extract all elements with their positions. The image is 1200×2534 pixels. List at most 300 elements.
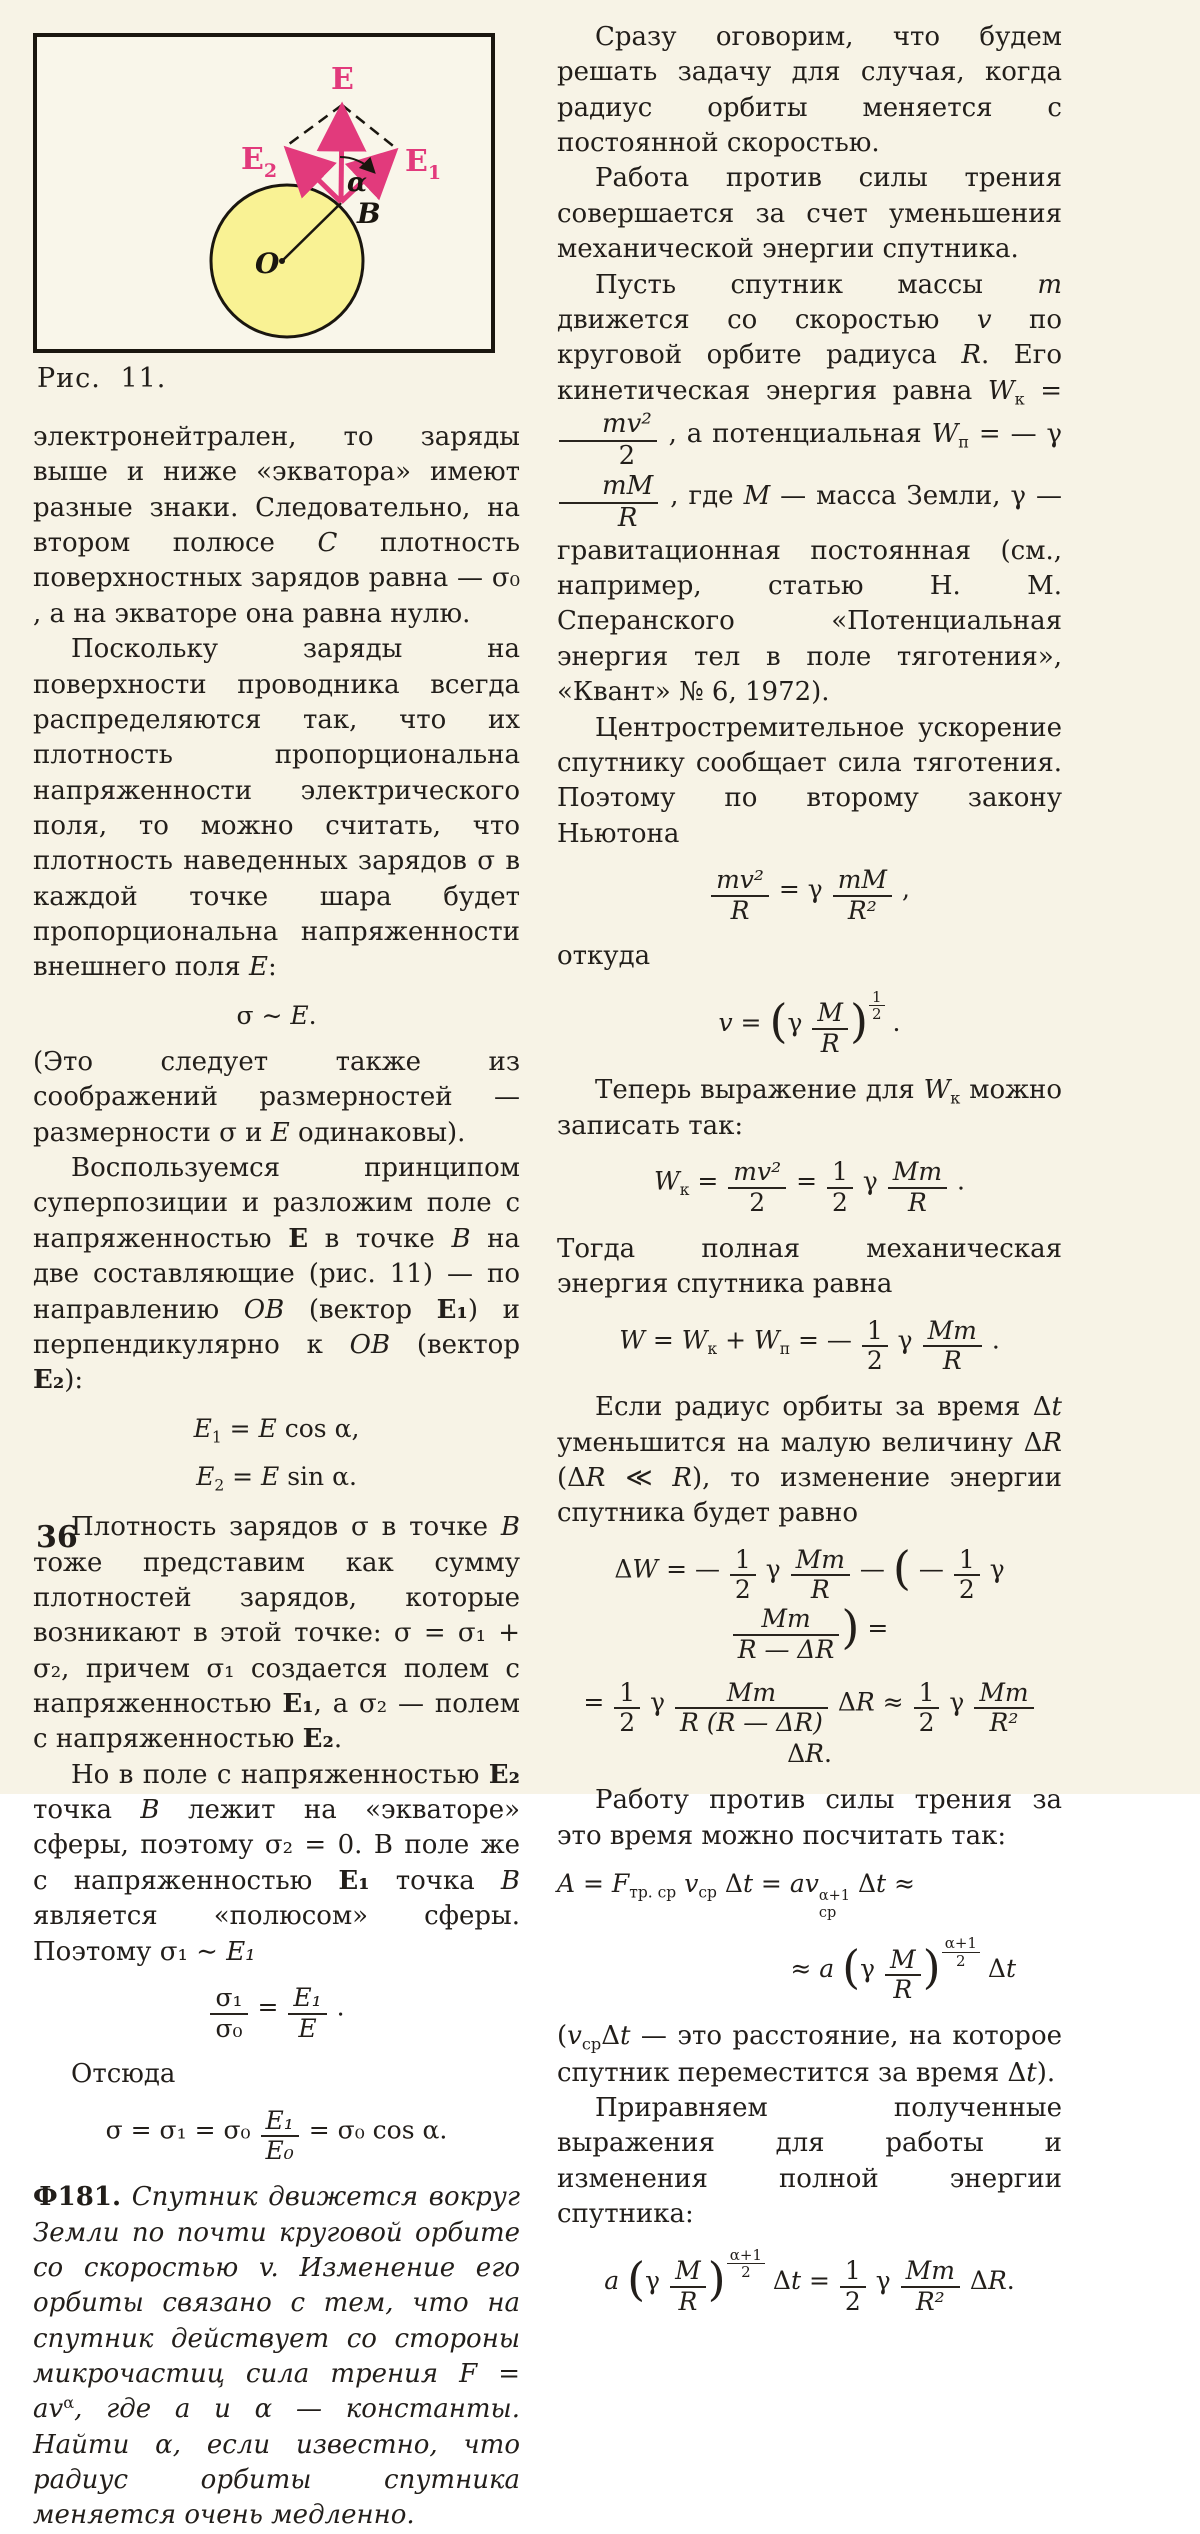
text-run: по круговой орбите радиуса (557, 304, 1063, 371)
italic-run: R (805, 1739, 824, 1769)
text-run: тоже представим как сумму плотностей зарядов, которые возникают в этой точке: σ = σ₁ + σ₂, причем σ₁ создается полем с напряженностью (33, 1547, 520, 1719)
text-run: : (267, 952, 277, 983)
text-run: Δ (829, 1687, 856, 1717)
italic-run: W (753, 1325, 780, 1355)
paragraph (33, 420, 520, 632)
formula (557, 2247, 1062, 2317)
fraction (840, 2257, 866, 2317)
italic-run: v (976, 304, 992, 335)
numerator: Mm (675, 1679, 828, 1710)
text-run: = γ (770, 874, 831, 904)
text-run: Теперь выражение для (595, 1074, 924, 1105)
italic-run: E (270, 1117, 290, 1148)
italic-run: B (500, 1512, 520, 1543)
bold-run: E₂ (488, 1759, 520, 1790)
formula (557, 866, 1062, 926)
text-run: = (575, 1869, 612, 1899)
fraction (862, 1317, 888, 1377)
formula (557, 989, 1062, 1059)
numerator: mv² (559, 410, 657, 442)
text-run: Пусть спутник массы (595, 269, 1038, 300)
denominator: 2 (734, 1575, 751, 1605)
italic-run: av (789, 1869, 819, 1899)
text-run: γ (645, 2265, 669, 2295)
paragraph (557, 161, 1062, 267)
italic-run: v (718, 1007, 733, 1037)
fraction (614, 1679, 640, 1739)
big-paren: ( (769, 994, 788, 1049)
label-alpha: α (347, 168, 368, 198)
fraction (730, 1546, 756, 1606)
bold-run: E₁ (282, 1688, 314, 1719)
fraction (954, 1546, 980, 1606)
text-run: является «полюсом» сферы. Поэтому σ₁ ∼ (33, 1901, 520, 1967)
subscript: к (1014, 389, 1025, 409)
denominator: R (617, 502, 638, 533)
numerator: Mm (733, 1605, 840, 1636)
text-run: Поскольку заряды на поверхности проводника всегда распределяются так, что их плотность пропорциональна напряженности электрического поля, то можно считать, что плотность наведенных зарядов σ в каждой точке шара будет пропорциональна напряженности внешнего поля (33, 634, 520, 983)
text-run: = (221, 1413, 259, 1443)
numerator: M (812, 999, 848, 1030)
text-run: ≈ (886, 1869, 915, 1899)
fraction (733, 1605, 840, 1665)
superscript: α (63, 2393, 75, 2413)
text-run: Δ (961, 2265, 988, 2295)
numerator: 1 (827, 1158, 853, 1189)
fraction (885, 1946, 921, 2006)
denominator: 2 (844, 2286, 861, 2316)
right-column (557, 20, 1062, 2330)
italic-run: t (742, 1869, 753, 1899)
paragraph (557, 1232, 1062, 1303)
text-run: sin α. (279, 1462, 357, 1492)
italic-run: m (1037, 269, 1062, 300)
text-run: — это расстояние, на которое спутник переместится за время Δ (557, 2021, 1062, 2088)
paragraph (33, 1758, 520, 1970)
text-run: σ = σ₁ = σ₀ (105, 2115, 259, 2145)
subscript: к (707, 1339, 718, 1358)
big-paren: ) (707, 2251, 726, 2306)
label-E: E (331, 62, 354, 97)
text-run: = (224, 1462, 262, 1492)
text-run: (вектор (284, 1294, 437, 1325)
denominator: 2 (956, 1951, 966, 1970)
subscript: ср (818, 1904, 837, 1921)
denominator: 2 (958, 1575, 975, 1605)
big-paren: ) (841, 1600, 860, 1655)
text-run: σ ∼ (236, 1000, 291, 1030)
text-run: . (308, 1000, 317, 1030)
denominator: R (820, 1028, 840, 1058)
italic-run: t (876, 1869, 887, 1899)
paragraph (557, 1390, 1062, 1531)
bold-run: E₂ (33, 1365, 65, 1396)
text-run: точка (33, 1795, 141, 1826)
italic-run: W (619, 1325, 645, 1355)
text-run: = (788, 1166, 825, 1196)
sup-fraction (942, 1935, 980, 1969)
denominator: R (893, 1975, 913, 2005)
fraction (923, 1317, 982, 1377)
numerator: Mm (974, 1679, 1033, 1710)
denominator: E₀ (265, 2136, 294, 2166)
italic-run: W (632, 1554, 659, 1584)
paragraph (557, 939, 1062, 974)
superscript: α+1 (818, 1888, 851, 1905)
text-run: в точке (308, 1223, 452, 1254)
fraction (914, 1679, 940, 1739)
italic-run: B (140, 1795, 160, 1826)
paragraph (33, 1045, 520, 1151)
italic-run: OB (349, 1329, 391, 1360)
text-run: ( (557, 2021, 568, 2052)
text-run: Воспользуемся принципом суперпозиции и разложим поле с напряженностью (33, 1153, 520, 1254)
paragraph (33, 2180, 520, 2534)
text-run: Тогда полная механическая энергия спутника равна (557, 1233, 1062, 1300)
dashed-parallelogram-left (285, 105, 342, 147)
paragraph (557, 2091, 1062, 2232)
text-run: = — (790, 1325, 860, 1355)
text-run: Работа против силы трения совершается за счет уменьшения механической энергии спутника. (557, 163, 1062, 265)
fraction (974, 1679, 1033, 1739)
italic-run: E (193, 1413, 212, 1443)
big-paren: ( (892, 1540, 911, 1595)
numerator: M (670, 2257, 706, 2288)
text-run: . Его кинетическая энергия равна (557, 340, 1062, 406)
fraction (288, 1984, 326, 2044)
fraction (791, 1546, 850, 1606)
italic-run: A (557, 1869, 576, 1899)
text-run: γ (854, 1166, 886, 1196)
formula (557, 1158, 1062, 1218)
italic-run: E (196, 1462, 215, 1492)
subscript: 1 (211, 1428, 222, 1447)
paragraph (557, 268, 1062, 711)
text-run: = (732, 1007, 770, 1037)
subscript: к (679, 1181, 690, 1200)
fraction (559, 410, 657, 472)
bold-run: E₂ (302, 1724, 334, 1755)
italic-run: M (743, 480, 771, 511)
label-E1: $E_1$ (405, 144, 442, 184)
subscript: п (958, 432, 970, 452)
text-run: — (851, 1554, 893, 1584)
subscript: ср (581, 2034, 602, 2054)
fraction (210, 1984, 247, 2044)
text-run: — масса Земли, γ — гравитационная постоянная (см., например, статью Н. М. Сперанского «Потенциальная энергия тел в поле тяготения», «Квант» № 6, 1972). (557, 480, 1062, 708)
numerator: 1 (614, 1679, 640, 1710)
text-run: . (949, 1166, 965, 1196)
text-run: = — γ (969, 418, 1062, 449)
text-run: Δ (716, 1869, 743, 1899)
fraction (833, 866, 892, 926)
text-run (676, 1869, 684, 1898)
numerator: mM (559, 472, 658, 504)
italic-run: R (672, 1462, 692, 1493)
denominator: 2 (741, 2263, 751, 2282)
text-run (834, 1954, 842, 1983)
bold-run: E₁ (436, 1294, 468, 1325)
numerator: 1 (869, 989, 885, 1007)
text-run: . (823, 1739, 832, 1769)
denominator: R² (847, 895, 877, 925)
text-run: ), то изменение энергии спутника будет равно (557, 1462, 1062, 1529)
text-run: = (249, 1992, 287, 2022)
sup-fraction (869, 989, 885, 1023)
text-run: . (1006, 2265, 1015, 2295)
text-run: ≪ (605, 1462, 673, 1493)
text-run: = (859, 1613, 889, 1643)
fraction (901, 2257, 960, 2317)
vector-E (341, 109, 342, 202)
text-run: (Это следует также из соображений размерностей — размерности σ и (33, 1047, 520, 1148)
big-paren: ) (922, 1940, 941, 1995)
text-run: откуда (557, 941, 651, 972)
paragraph (557, 711, 1062, 852)
text-run: уменьшится на малую величину Δ (557, 1427, 1043, 1458)
denominator: σ₀ (215, 2013, 243, 2043)
italic-run: E (248, 952, 268, 983)
denominator: R² (989, 1708, 1019, 1738)
text-run: + (717, 1325, 754, 1355)
text-run: Δ (787, 1739, 806, 1769)
denominator: R (907, 1188, 927, 1218)
denominator: R — ΔR (737, 1634, 835, 1664)
text-run: Работу против силы трения за это время можно посчитать так: (557, 1785, 1062, 1851)
text-run: = (801, 2265, 838, 2295)
italic-run: Спутник движется вокруг Земли по почти круговой орбите со скоростью v. Изменение его орбиты связано с тем, что на спутник действует со стороны микрочастиц сила трения F = av (33, 2182, 520, 2425)
numerator: 1 (954, 1546, 980, 1577)
text-run: . (983, 1325, 1000, 1355)
italic-run: E₁ (226, 1936, 256, 1967)
paragraph (557, 20, 1062, 161)
text-run: . (328, 1992, 345, 2022)
paragraph (33, 1151, 520, 1399)
big-paren: ( (627, 2251, 646, 2306)
text-run: Отсюда (71, 2059, 176, 2090)
text-run (619, 2265, 627, 2294)
text-run: Если радиус орбиты за время Δ (595, 1392, 1052, 1423)
label-O: O (255, 247, 280, 280)
italic-run: W (923, 1074, 951, 1105)
text-run: — (910, 1554, 952, 1584)
sup-fraction (727, 2247, 765, 2281)
text-run: Но в поле с напряженностью (71, 1759, 489, 1790)
text-run: γ (642, 1687, 674, 1717)
subscript: п (779, 1339, 791, 1358)
fraction (675, 1679, 828, 1739)
italic-run: E (258, 1413, 277, 1443)
text-run: . (884, 1007, 901, 1037)
numerator: Mm (923, 1317, 982, 1348)
numerator: mM (833, 866, 892, 897)
text-run: можно записать так: (557, 1074, 1063, 1142)
text-run: , а σ₂ — полем с напряженностью (33, 1688, 521, 1755)
italic-run: W (931, 418, 959, 449)
formula (557, 1540, 1062, 1665)
numerator: M (885, 1946, 921, 1977)
italic-run: t (790, 2265, 802, 2295)
left-text (33, 420, 520, 2534)
sphere-circle (211, 185, 363, 337)
formula (557, 1935, 1062, 2005)
italic-run: C (317, 528, 338, 559)
bold-run: E₁ (338, 1865, 370, 1896)
text-run: = — (658, 1554, 728, 1584)
denominator: 2 (618, 441, 636, 472)
figure-box (33, 33, 495, 353)
paragraph (33, 632, 520, 986)
text-run: Приравняем полученные выражения для работы и изменения полной энергии спутника: (557, 2093, 1062, 2230)
formula (33, 1413, 520, 1448)
label-B: B (357, 197, 381, 230)
italic-run: t (1026, 2057, 1037, 2088)
numerator: 1 (840, 2257, 866, 2288)
fraction (711, 866, 769, 926)
numerator: 1 (914, 1679, 940, 1710)
fraction (670, 2257, 706, 2317)
italic-run: R (987, 2265, 1007, 2295)
numerator: E₁ (261, 2107, 299, 2138)
italic-run: W (681, 1325, 708, 1355)
text-run: плотность поверхностных зарядов равна — σ₀ , а на экваторе она равна нулю. (33, 528, 521, 629)
paragraph (33, 2057, 520, 2092)
bold-run: Ф181. (33, 2182, 121, 2213)
dashed-parallelogram-right (342, 105, 397, 149)
italic-run: v (567, 2021, 582, 2052)
text-run: = (583, 1687, 613, 1717)
text-run: точка (369, 1865, 501, 1896)
page-number: 36 (36, 1520, 78, 1555)
text-run: γ (867, 2265, 899, 2295)
text-run: одинаковы). (289, 1117, 466, 1148)
text-run: Δ (850, 1869, 877, 1899)
italic-run: R (585, 1462, 606, 1493)
text-run: = (644, 1325, 682, 1355)
label-E2: $E_2$ (241, 142, 278, 182)
bold-run: E (288, 1223, 309, 1254)
formula (557, 1317, 1062, 1377)
italic-run: E (261, 1462, 280, 1492)
text-run: электронейтрален, то заряды выше и ниже «экватора» имеют разные знаки. Следовательно, на втором полюсе (33, 422, 520, 559)
denominator: R (810, 1575, 830, 1605)
fraction (827, 1158, 853, 1218)
subscript: тр. ср (629, 1883, 677, 1902)
italic-run: E (290, 1000, 309, 1030)
text-run: = (1024, 375, 1062, 406)
text-run: Плотность зарядов σ в точке (71, 1512, 501, 1543)
denominator: 2 (619, 1708, 636, 1738)
text-run: движется со скоростью (557, 304, 977, 335)
text-run: γ (889, 1325, 921, 1355)
fraction (559, 472, 658, 534)
center-dot (279, 258, 285, 264)
subscript: 2 (214, 1476, 225, 1495)
formula (33, 1461, 520, 1496)
formula (33, 1984, 520, 2044)
text-run: Δ (979, 1954, 1006, 1984)
text-run: = (752, 1869, 790, 1899)
text-run: ≈ (874, 1687, 912, 1717)
italic-run: a (604, 2265, 620, 2295)
denominator: 2 (831, 1188, 848, 1218)
numerator: 1 (730, 1546, 756, 1577)
italic-run: t (1005, 1954, 1016, 1984)
text-run: (вектор (390, 1329, 520, 1360)
big-paren: ( (842, 1940, 861, 1995)
text-run: = (689, 1166, 727, 1196)
text-run: ) и перпендикулярно к (33, 1294, 520, 1360)
text-run: γ (981, 1554, 1005, 1584)
text-run: на две составляющие (рис. 11) — по направлению (33, 1223, 521, 1325)
text-run: ): (64, 1365, 84, 1396)
fraction (261, 2107, 299, 2167)
text-run: , где (660, 480, 744, 511)
text-run: γ (787, 1007, 811, 1037)
denominator: 2 (918, 1708, 935, 1738)
numerator: Mm (791, 1546, 850, 1577)
italic-run: B (500, 1865, 520, 1896)
text-run: Δ (764, 2265, 791, 2295)
numerator: 1 (862, 1317, 888, 1348)
italic-run: t (1051, 1392, 1062, 1423)
text-run: γ (860, 1954, 884, 1984)
left-column (33, 33, 520, 2534)
denominator: R (R — ΔR) (680, 1708, 823, 1738)
paragraph (557, 1783, 1062, 1854)
formula (557, 1679, 1062, 1770)
figure-svg (37, 37, 491, 349)
denominator: R (942, 1346, 962, 1376)
numerator: α+1 (942, 1935, 980, 1953)
text-run: Сразу оговорим, что будем решать задачу для случая, когда радиус орбиты меняется с постоянной скоростью. (557, 22, 1062, 159)
numerator: mv² (711, 866, 769, 897)
italic-run: F (611, 1869, 630, 1899)
italic-run: t (619, 2021, 631, 2052)
italic-run: v (684, 1869, 699, 1899)
numerator: α+1 (727, 2247, 765, 2265)
text-run: = σ₀ cos α. (300, 2115, 448, 2145)
fraction (728, 1158, 786, 1218)
italic-run: W (654, 1166, 680, 1196)
figure-caption: Рис. 11. (37, 363, 167, 394)
text-run: Δ (601, 2021, 620, 2052)
paragraph (33, 1510, 520, 1758)
denominator: 2 (872, 1005, 882, 1024)
italic-run: B (451, 1223, 471, 1254)
formula (33, 2107, 520, 2167)
subscript: ср (698, 1883, 717, 1902)
text-run: γ (941, 1687, 973, 1717)
text-run: (Δ (557, 1462, 586, 1493)
fraction (888, 1158, 947, 1218)
italic-run: R (1042, 1427, 1062, 1458)
text-run: ). (1036, 2057, 1056, 2088)
denominator: R (678, 2286, 698, 2316)
text-run: . (333, 1724, 343, 1755)
text-run: Δ (614, 1554, 633, 1584)
sub-sup-stack (819, 1888, 850, 1921)
text-run: Центростремительное ускорение спутнику сообщает сила тяготения. Поэтому по второму закону Ньютона (557, 712, 1062, 849)
text-run: , (894, 874, 910, 904)
italic-run: W (987, 375, 1015, 406)
fraction (812, 999, 848, 1059)
denominator: R² (915, 2286, 945, 2316)
numerator: Mm (888, 1158, 947, 1189)
subscript: к (950, 1088, 961, 1108)
formula (33, 1000, 520, 1031)
italic-run: OB (243, 1294, 285, 1325)
